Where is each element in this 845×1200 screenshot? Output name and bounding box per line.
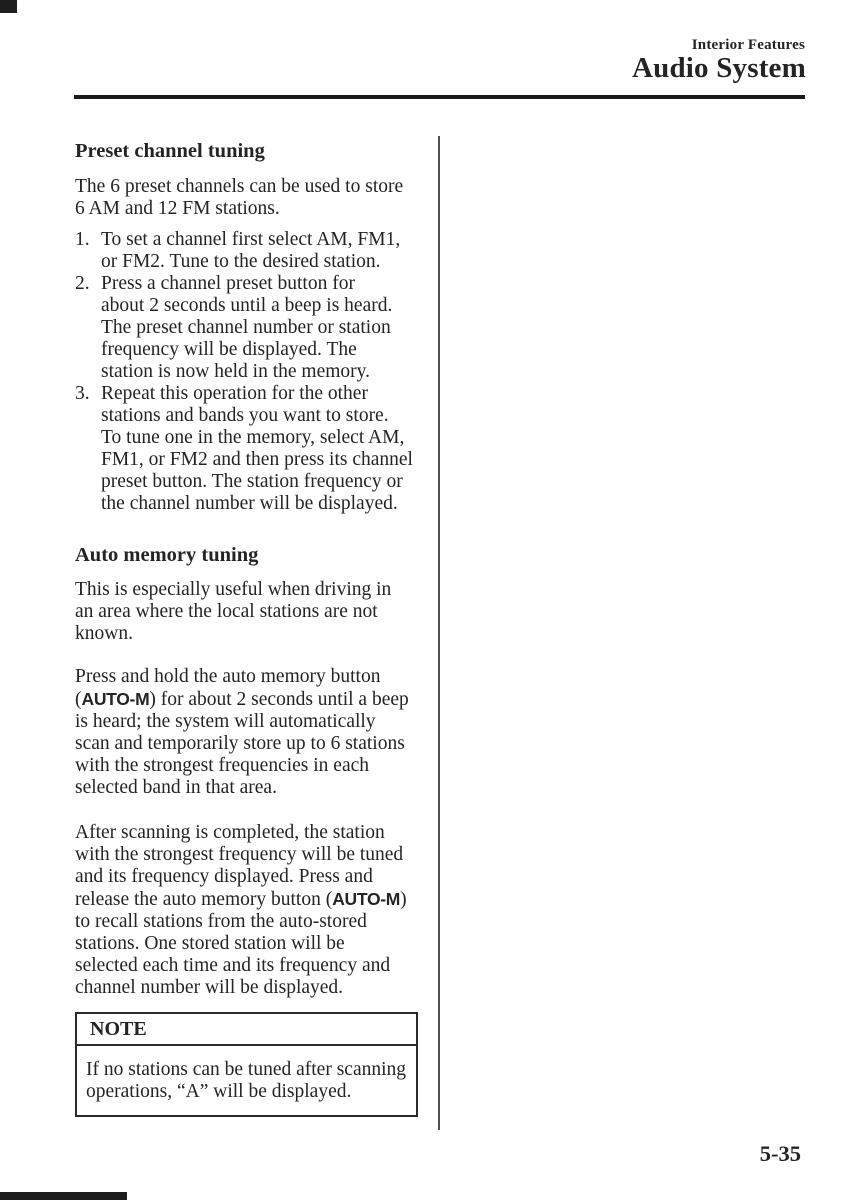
text-line: The preset channel number or station <box>101 317 391 338</box>
auto-memory-paragraph-2 <box>75 666 427 799</box>
text-line: This is especially useful when driving in <box>75 579 392 600</box>
text-line: channel number will be displayed. <box>75 977 344 998</box>
preset-tuning-heading: Preset channel tuning <box>75 140 265 162</box>
page-number: 5-35 <box>759 1141 801 1166</box>
list-item-number: 2. <box>75 273 90 294</box>
text-line: stations and bands you want to store. <box>101 405 389 426</box>
note-label: NOTE <box>77 1014 416 1046</box>
text-line: station is now held in the memory. <box>101 361 370 382</box>
text-segment: ) <box>400 889 407 910</box>
text-line: known. <box>75 623 133 644</box>
text-line: with the strongest frequencies in each <box>75 755 370 776</box>
text-line: or FM2. Tune to the desired station. <box>101 251 381 272</box>
text-segment: ) for about 2 seconds until a beep <box>149 689 409 710</box>
text-line: After scanning is completed, the station <box>75 822 385 843</box>
text-line: FM1, or FM2 and then press its channel <box>101 449 413 470</box>
text-line: The 6 preset channels can be used to store <box>75 176 404 197</box>
text-line: To set a channel first select AM, FM1, <box>101 229 401 250</box>
list-item <box>75 383 427 515</box>
text-line: is heard; the system will automatically <box>75 711 376 732</box>
list-item <box>75 273 427 383</box>
auto-memory-paragraph-3 <box>75 822 427 999</box>
text-line <box>75 688 427 711</box>
scan-artifact-top-left <box>0 0 17 13</box>
text-segment: release the auto memory button ( <box>75 889 333 910</box>
text-line: an area where the local stations are not <box>75 601 378 622</box>
header-rule <box>74 95 805 99</box>
text-line: operations, “A” will be displayed. <box>86 1081 352 1102</box>
text-line <box>75 888 427 911</box>
text-line: Press a channel preset button for <box>101 273 355 294</box>
column-divider <box>438 136 440 1130</box>
text-line: the channel number will be displayed. <box>101 493 398 514</box>
text-line: stations. One stored station will be <box>75 933 345 954</box>
header-section-label: Interior Features <box>691 37 805 53</box>
list-item-text <box>101 383 413 515</box>
list-item-text <box>101 273 392 383</box>
auto-memory-paragraph-1 <box>75 579 427 645</box>
page-title: Audio System <box>631 52 806 84</box>
button-name-label: AUTO-M <box>332 889 401 909</box>
text-line: scan and temporarily store up to 6 stations <box>75 733 405 754</box>
text-line: 6 AM and 12 FM stations. <box>75 198 280 219</box>
text-line: To tune one in the memory, select AM, <box>101 427 405 448</box>
text-line: frequency will be displayed. The <box>101 339 357 360</box>
text-line: and its frequency displayed. Press and <box>75 866 373 887</box>
text-line: about 2 seconds until a beep is heard. <box>101 295 393 316</box>
scan-artifact-bottom-left <box>0 1192 127 1200</box>
text-line: with the strongest frequency will be tuned <box>75 844 404 865</box>
list-item-text <box>101 229 400 273</box>
text-line: selected band in that area. <box>75 777 277 798</box>
button-name-label: AUTO-M <box>81 689 150 709</box>
list-item-number: 1. <box>75 229 90 250</box>
text-line: Press and hold the auto memory button <box>75 666 381 687</box>
text-segment: ( <box>75 689 82 710</box>
list-item-number: 3. <box>75 383 90 404</box>
preset-intro-paragraph <box>75 176 427 220</box>
text-line: If no stations can be tuned after scanning <box>86 1059 407 1080</box>
auto-memory-heading: Auto memory tuning <box>75 544 259 566</box>
list-item <box>75 229 427 273</box>
text-line: to recall stations from the auto-stored <box>75 911 367 932</box>
note-body-text <box>77 1046 416 1115</box>
note-box <box>75 1012 418 1117</box>
text-line: selected each time and its frequency and <box>75 955 391 976</box>
preset-steps-list <box>75 229 427 515</box>
text-line: preset button. The station frequency or <box>101 471 403 492</box>
text-line: Repeat this operation for the other <box>101 383 368 404</box>
